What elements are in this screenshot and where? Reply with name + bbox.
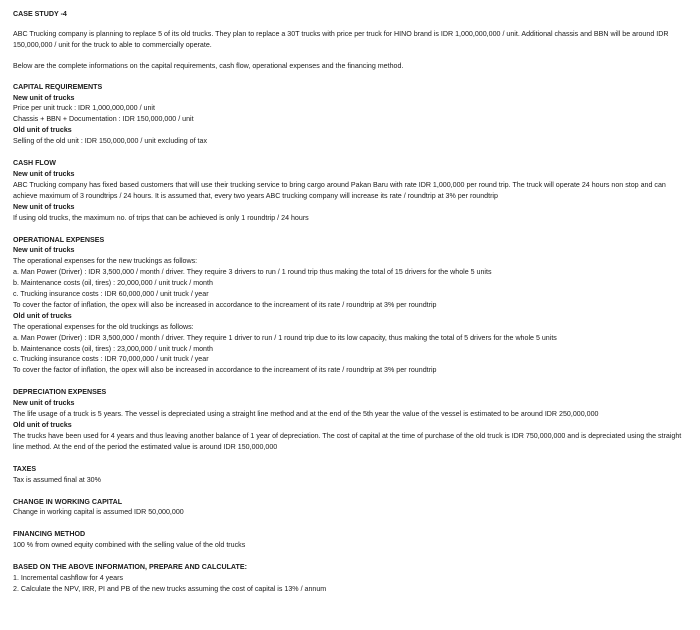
text-line: If using old trucks, the maximum no. of trips that can be achieved is only 1 roundtrip / 24 hours bbox=[13, 213, 309, 222]
text-line: a. Man Power (Driver) : IDR 3,500,000 / month / driver. They require 3 drivers to run / 1 round trip thus making the total of 15 drivers for the whole 5 units bbox=[13, 268, 492, 277]
text-line: Selling of the old unit : IDR 150,000,000 / unit excluding of tax bbox=[13, 137, 208, 146]
tasks-section bbox=[13, 562, 689, 595]
section-heading: CAPITAL REQUIREMENTS bbox=[13, 82, 103, 91]
text-line: b. Maintenance costs (oil, tires) : 23,000,000 / unit truck / month bbox=[13, 344, 213, 353]
subheading: Old unit of trucks bbox=[13, 311, 72, 320]
text-line: 100 % from owned equity combined with the selling value of the old trucks bbox=[13, 541, 246, 550]
text-line: To cover the factor of inflation, the opex will also be increased in accordance to the increament of its rate / roundtrip at 3% per roundtrip bbox=[13, 300, 437, 309]
text-line: c. Trucking insurance costs : IDR 70,000,000 / unit truck / year bbox=[13, 355, 209, 364]
text-line: The operational expenses for the new truckings as follows: bbox=[13, 257, 198, 266]
text-line: The trucks have been used for 4 years and thus leaving another balance of 1 year of depreciation. The cost of capital at the time of purchase of the old truck is IDR 750,000,000 and is depreciated using the straight line method. At the end of the period the estimated value is around IDR 150,000,000 bbox=[13, 431, 682, 451]
text-line: Change in working capital is assumed IDR 50,000,000 bbox=[13, 508, 184, 517]
subheading: Old unit of trucks bbox=[13, 126, 72, 135]
section-heading: CASH FLOW bbox=[13, 159, 56, 168]
subheading: New unit of trucks bbox=[13, 202, 75, 211]
subheading: Old unit of trucks bbox=[13, 421, 72, 429]
text-line: Price per unit truck : IDR 1,000,000,000 / unit bbox=[13, 104, 155, 113]
section-heading: CHANGE IN WORKING CAPITAL bbox=[13, 497, 123, 506]
task-item: 2. Calculate the NPV, IRR, PI and PB of the new trucks assuming the cost of capital is 13% / annum bbox=[13, 584, 327, 593]
subheading: New unit of trucks bbox=[13, 399, 75, 408]
subheading: New unit of trucks bbox=[13, 93, 75, 102]
case-study-title: CASE STUDY -4 bbox=[13, 10, 67, 18]
depreciation-expenses-section bbox=[13, 387, 689, 452]
text-line: Tax is assumed final at 30% bbox=[13, 475, 101, 484]
subheading: New unit of trucks bbox=[13, 246, 75, 255]
text-line: c. Trucking insurance costs : IDR 60,000,000 / unit truck / year bbox=[13, 290, 209, 299]
subheading: New unit of trucks bbox=[13, 169, 75, 178]
task-item: 1. Incremental cashflow for 4 years bbox=[13, 574, 124, 583]
operational-expenses-section bbox=[13, 235, 689, 377]
text-line: The operational expenses for the old truckings as follows: bbox=[13, 322, 194, 331]
case-study-document bbox=[13, 9, 689, 606]
text-line: Chassis + BBN + Documentation : IDR 150,000,000 / unit bbox=[13, 115, 194, 124]
text-line: To cover the factor of inflation, the opex will also be increased in accordance to the increament of its rate / roundtrip at 3% per roundtrip bbox=[13, 366, 437, 375]
financing-method-section bbox=[13, 529, 689, 551]
intro-paragraph: ABC Trucking company is planning to replace 5 of its old trucks. They plan to replace a 30T trucks with price per truck for HINO brand is IDR 1,000,000,000 / unit. Additional chassis and BBN will be around IDR 150,000,000 / unit for the truck to able to commercially operate. bbox=[13, 29, 669, 49]
text-line: b. Maintenance costs (oil, tires) : 20,000,000 / unit truck / month bbox=[13, 279, 213, 288]
working-capital-section bbox=[13, 497, 689, 519]
section-heading: TAXES bbox=[13, 464, 37, 473]
section-heading: DEPRECIATION EXPENSES bbox=[13, 388, 107, 397]
section-heading: OPERATIONAL EXPENSES bbox=[13, 235, 105, 244]
cash-flow-section bbox=[13, 158, 689, 223]
section-heading: BASED ON THE ABOVE INFORMATION, PREPARE AND CALCULATE: bbox=[13, 563, 247, 572]
text-line: ABC Trucking company has fixed based customers that will use their trucking service to bring cargo around Pakan Baru with rate IDR 1,000,000 per round trip. The truck will operate 24 hours non stop and can achieve maximum of 3 roundtrips / 24 hours. It is assumed that, every two years ABC trucking company will increase its rate / roundtrip at 3% per roundtrip bbox=[13, 180, 666, 200]
capital-requirements-section bbox=[13, 82, 689, 147]
taxes-section bbox=[13, 464, 689, 486]
intro-note: Below are the complete informations on the capital requirements, cash flow, operational expenses and the financing method. bbox=[13, 61, 404, 70]
text-line: The life usage of a truck is 5 years. The vessel is depreciated using a straight line method and at the end of the 5th year the value of the vessel is estimated to be around IDR 250,000,000 bbox=[13, 410, 599, 419]
section-heading: FINANCING METHOD bbox=[13, 530, 86, 539]
text-line: a. Man Power (Driver) : IDR 3,500,000 / month / driver. They require 1 driver to run / 1 round trip due to its low capacity, thus making the total of 5 drivers for the whole 5 units bbox=[13, 333, 557, 342]
